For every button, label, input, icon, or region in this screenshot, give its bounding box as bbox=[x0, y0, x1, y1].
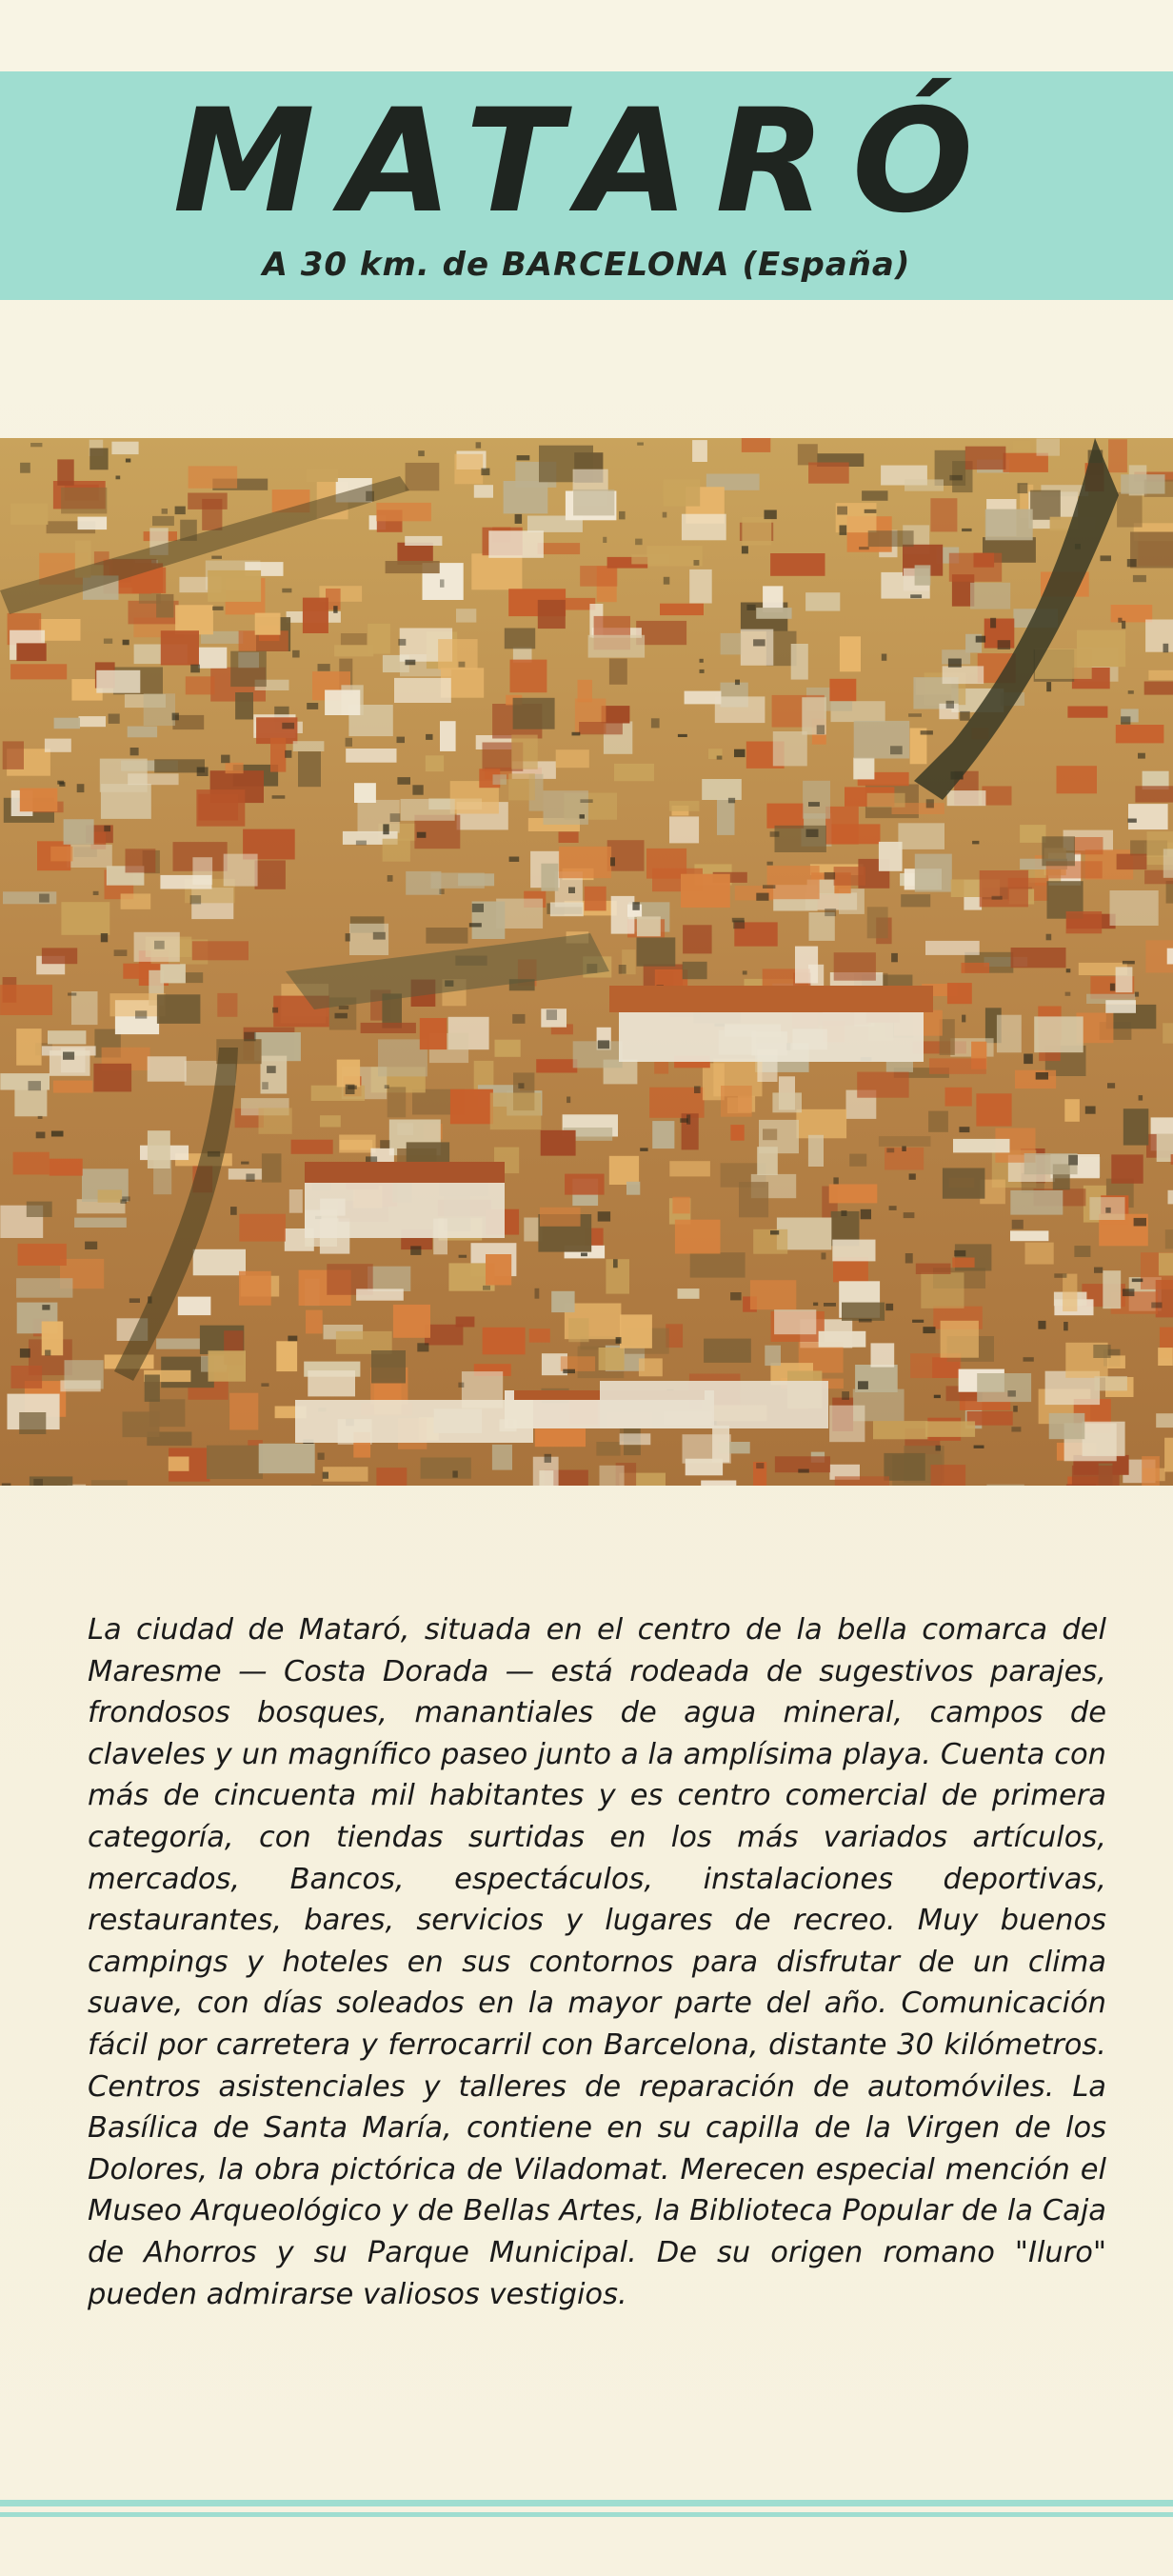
bottom-rule-thin bbox=[0, 2512, 1173, 2517]
description-paragraph: La ciudad de Mataró, situada en el centro de la bella comarca del Maresme — Costa Dorada — está rodeada de sugestivos parajes, frondosos bosques, manantiales de agua mineral, campos de claveles y un magnífico paseo junto a la amplísima playa. Cuenta con más de cincuenta mil habitantes y es centro comercial de primera categoría, con tiendas surtidas en los más variados artículos, mercados, Bancos, espectáculos, instalaciones deportivas, restaurantes, bares, servicios y lugares de recreo. Muy buenos campings y hoteles en sus contornos para disfrutar de un clima suave, con días soleados en la mayor parte del año. Comunicación fácil por carretera y ferrocarril con Barcelona, distante 30 kilómetros. Centros asistenciales y talleres de reparación de automóviles. La Basílica de Santa María, contiene en su capilla de la Virgen de los Dolores, la obra pictórica de Viladomat. Merecen especial mención el Museo Arqueológico y de Bellas Artes, la Biblioteca Popular de la Caja de Ahorros y su Parque Municipal. De su origen romano "Iluro" pueden admirarse valiosos vestigios. bbox=[88, 1613, 1106, 2311]
city-title: MATARÓ bbox=[172, 79, 1001, 245]
aerial-city-photo bbox=[0, 438, 1173, 1486]
city-subtitle: A 30 km. de BARCELONA (España) bbox=[262, 246, 911, 284]
bottom-rule bbox=[0, 2500, 1173, 2506]
